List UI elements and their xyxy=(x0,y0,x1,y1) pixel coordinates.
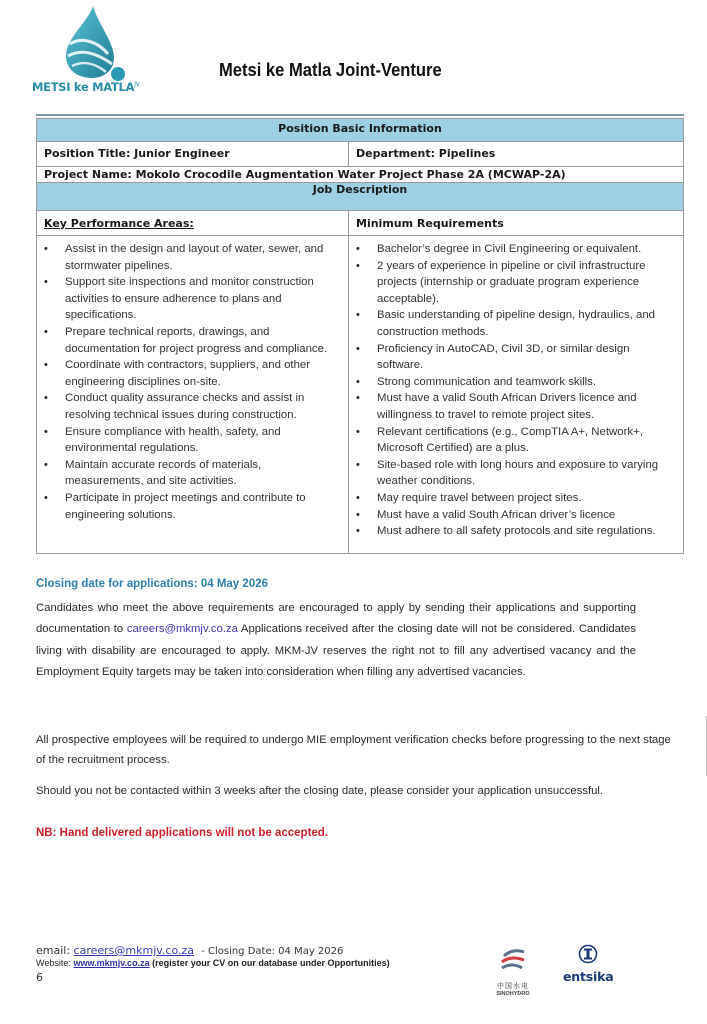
page-number: 6 xyxy=(36,971,43,984)
water-drop-logo-icon xyxy=(58,4,128,82)
list-item: • 2 years of experience in pipeline or civil infrastructure projects (internship or graduate program experience acceptable). xyxy=(353,258,677,308)
footer-email-link[interactable]: careers@mkmjv.co.za xyxy=(73,944,195,957)
position-title: Position Title: Junior Engineer xyxy=(37,142,349,167)
project-row xyxy=(37,167,684,183)
kpa-header: Key Performance Areas: xyxy=(37,211,349,236)
entsika-emblem-icon xyxy=(578,944,598,964)
document-title: Metsi ke Matla Joint-Venture xyxy=(219,60,442,80)
list-item: • Must have a valid South African driver’s licence xyxy=(353,507,677,524)
list-item: • Participate in project meetings and contribute to engineering solutions. xyxy=(41,490,342,523)
list-item: • Support site inspections and monitor construction activities to ensure adherence to plans and specifications. xyxy=(41,274,342,324)
sinohydro-logo: 中国水电 SINOHYDRO xyxy=(492,948,534,996)
footer-website-link[interactable]: www.mkmjv.co.za xyxy=(73,958,150,969)
position-row xyxy=(37,142,684,167)
company-logo xyxy=(28,4,168,96)
list-item: • Prepare technical reports, drawings, and documentation for project progress and compliance. xyxy=(41,324,342,357)
list-item: • Maintain accurate records of materials, measurements, and site activities. xyxy=(41,457,342,490)
lists-row xyxy=(37,236,684,554)
header-divider xyxy=(36,114,684,116)
list-item: • Strong communication and teamwork skills. xyxy=(353,374,677,391)
footer xyxy=(36,944,412,984)
list-item: • Ensure compliance with health, safety, and environmental regulations. xyxy=(41,424,342,457)
section-header-row xyxy=(37,119,684,142)
kpa-list-cell xyxy=(37,236,349,554)
entsika-logo: entsika xyxy=(563,944,613,984)
list-item: • Basic understanding of pipeline design, hydraulics, and construction methods. xyxy=(353,307,677,340)
unsuccessful-note: Should you not be contacted within 3 weeks after the closing date, please consider your application unsuccessful. xyxy=(36,785,604,797)
hand-delivery-notice: NB: Hand delivered applications will not be accepted. xyxy=(36,827,329,839)
list-item: • Must have a valid South African Drivers licence and willingness to travel to remote project sites. xyxy=(353,390,677,423)
footer-website-line: Website: www.mkmjv.co.za (register your CV on our database under Opportunities) xyxy=(36,958,390,969)
project-name: Project Name: Mokolo Crocodile Augmentation Water Project Phase 2A (MCWAP-2A) xyxy=(37,167,684,183)
sinohydro-emblem-icon xyxy=(498,948,528,974)
list-item: • Proficiency in AutoCAD, Civil 3D, or similar design software. xyxy=(353,341,677,374)
footer-email-line: email: careers@mkmjv.co.za - Closing Date: 04 May 2026 xyxy=(36,944,344,957)
column-headers-row xyxy=(37,211,684,236)
list-item: • Site-based role with long hours and exposure to varying weather conditions. xyxy=(353,457,677,490)
list-item: • Must adhere to all safety protocols and site regulations. xyxy=(353,523,677,540)
application-instructions: Candidates who meet the above requirements are encouraged to apply by sending their applications and supporting documentation to careers@mkmjv.co.za Applications received after the closing date will not be considered. Candidates living with disability are encouraged to apply. MKM-JV reserves the right not to fill any advertised vacancy and the Employment Equity targets may be taken into consideration when filling any advertised vacancies. xyxy=(36,602,636,678)
kpa-list xyxy=(41,241,342,523)
requirements-list-cell xyxy=(349,236,684,554)
list-item: • May require travel between project sites. xyxy=(353,490,677,507)
list-item: • Assist in the design and layout of water, sewer, and stormwater pipelines. xyxy=(41,241,342,274)
job-description-header-row xyxy=(37,183,684,211)
list-item: • Coordinate with contractors, suppliers, and other engineering disciplines on-site. xyxy=(41,357,342,390)
job-description-header: Job Description xyxy=(37,183,684,211)
requirements-header: Minimum Requirements xyxy=(349,211,684,236)
closing-date-heading: Closing date for applications: 04 May 2026 xyxy=(36,578,268,590)
position-basic-info-header: Position Basic Information xyxy=(37,119,684,142)
department: Department: Pipelines xyxy=(349,142,684,167)
requirements-list xyxy=(353,241,677,540)
position-info-table xyxy=(36,118,684,554)
verification-note: All prospective employees will be required to undergo MIE employment verification checks before progressing to the next stage of the recruitment process. xyxy=(36,734,671,766)
list-item: • Bachelor’s degree in Civil Engineering or equivalent. xyxy=(353,241,677,258)
careers-email-link[interactable]: careers@mkmjv.co.za xyxy=(126,623,238,636)
logo-text: METSI ke $MATLA^{JV}$ xyxy=(32,80,140,94)
list-item: • Conduct quality assurance checks and assist in resolving technical issues during construction. xyxy=(41,390,342,423)
list-item: • Relevant certifications (e.g., CompTIA A+, Network+, Microsoft Certified) are a plus. xyxy=(353,424,677,457)
